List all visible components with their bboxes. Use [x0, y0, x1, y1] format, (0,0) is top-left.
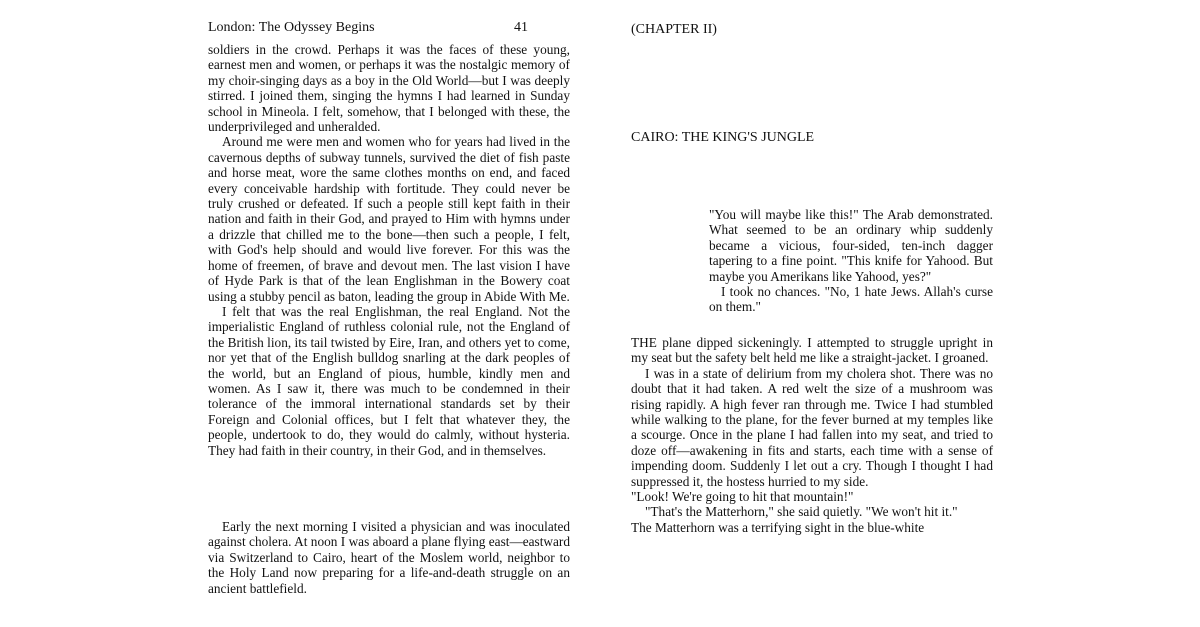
paragraph: I was in a state of delirium from my cholera shot. There was no doubt that it had taken. A red welt the size of a mushroom was rising rapidly. A high fever ran through me. Twice I had stumbled while walking to the plane, for the fever burned at my temples like a scourge. Once in the plane I had fallen into my seat, and tried to doze off—awakening in fits and starts, each time with a sense of impending doom. Suddenly I let out a cry. Though I thought I had suppressed it, the hostess hurried to my side.: [631, 365, 993, 489]
page-number: 41: [514, 20, 528, 35]
left-body-text-section-2: [208, 519, 570, 596]
paragraph: I felt that was the real Englishman, the real England. Not the imperialistic England of ruthless colonial rule, not the England of the British lion, its tail twisted by Eire, Iran, and others yet to come, nor yet that of the English bulldog snarling at the dark peoples of the world, but an England of pious, humble, kindly men and women. As I saw it, there was much to be condemned in their tolerance of the immoral international standards set by their Foreign and Colonial offices, but I felt that whatever they, the people, undertook to do, they would do calmly, without hysteria. They had faith in their country, in their God, and in themselves.: [208, 303, 570, 458]
paragraph: Around me were men and women who for years had lived in the cavernous depths of subway tunnels, survived the diet of fish paste and horse meat, wore the same clothes months on end, and faced every conceivable hardship with fortitude. They could never be truly crushed or defeated. If such a people still kept faith in their nation and faith in their God, and prayed to Him with hymns under a drizzle that chilled me to the bone—then such a people, I felt, with God's help should and would live forever. For this was the home of freemen, of brave and devout men. The last vision I have of Hyde Park is that of the lean Englishman in the Bowery coat using a stubby pencil as baton, leading the group in Abide With Me.: [208, 134, 570, 304]
epigraph-paragraph: "You will maybe like this!" The Arab demonstrated. What seemed to be an ordinary whip suddenly became a vicious, four-sided, ten-inch dagger tapering to a fine point. "This knife for Yahood. But maybe you Amerikans like Yahood, yes?": [709, 207, 993, 284]
left-body-text: [208, 42, 570, 458]
paragraph: "Look! We're going to hit that mountain!": [631, 489, 854, 505]
paragraph: The Matterhorn was a terrifying sight in the blue-white: [631, 519, 925, 535]
paragraph: soldiers in the crowd. Perhaps it was the faces of these young, earnest men and women, or perhaps it was the nostalgic memory of my choir-singing days as a boy in the Old World—but I was deeply stirred. I joined them, singing the hymns I had learned in Sunday school in Mineola. I felt, somehow, that I belonged with these, the underprivileged and unheralded.: [208, 42, 570, 135]
paragraph: Early the next morning I visited a physician and was inoculated against cholera. At noon I was aboard a plane flying east—eastward via Switzerland to Cairo, heart of the Moslem world, neighbor to the Holy Land now preparing for a life-and-death struggle on an ancient battlefield.: [208, 519, 570, 596]
epigraph-paragraph: I took no chances. "No, 1 hate Jews. Allah's curse on them.": [709, 284, 993, 315]
paragraph: "That's the Matterhorn," she said quietly. "We won't hit it.": [645, 504, 958, 520]
paragraph: THE plane dipped sickeningly. I attempted to struggle upright in my seat but the safety belt held me like a straight-jacket. I groaned.: [631, 335, 993, 366]
right-body-text: [631, 335, 993, 535]
chapter-title: CAIRO: THE KING'S JUNGLE: [631, 130, 815, 145]
chapter-label: (CHAPTER II): [631, 22, 717, 37]
running-title: London: The Odyssey Begins: [208, 20, 375, 35]
epigraph: [709, 207, 993, 315]
